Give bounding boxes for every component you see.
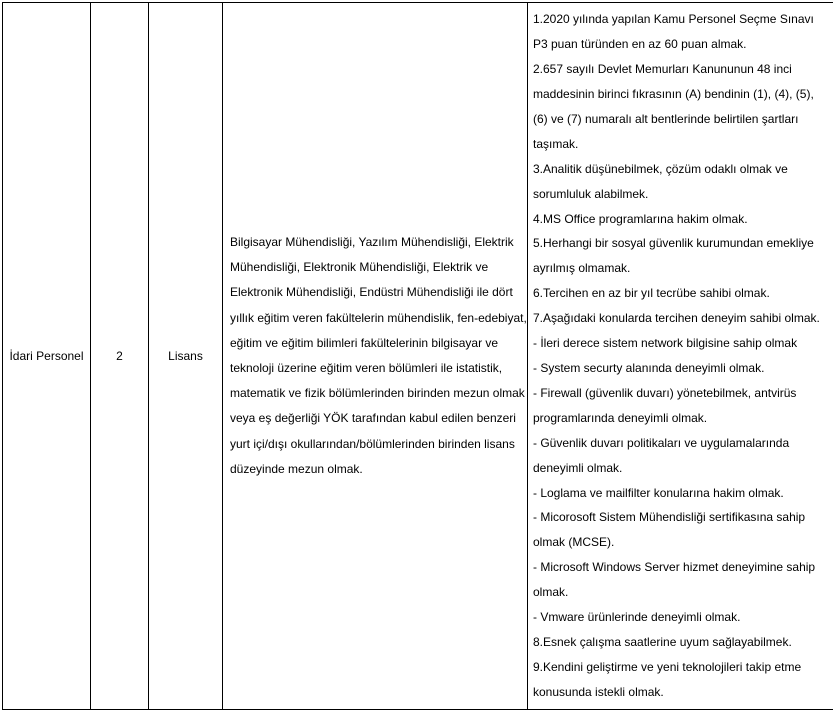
requirement-line: 3.Analitik düşünebilmek, çözüm odaklı olmak ve bbox=[533, 161, 788, 176]
requirement-line: 1.2020 yılında yapılan Kamu Personel Seçme Sınavı bbox=[533, 12, 814, 27]
departments-line: veya eş değerliği YÖK tarafından kabul edilen benzeri bbox=[230, 411, 516, 426]
requirement-line: taşımak. bbox=[533, 136, 579, 151]
requirement-line: 2.657 sayılı Devlet Memurları Kanununun 48 inci bbox=[533, 62, 792, 77]
departments-line: matematik ve fizik bölümlerinden birinden mezun olmak bbox=[230, 386, 525, 401]
requirement-line: (6) ve (7) numaralı alt bentlerinde belirtilen şartları bbox=[533, 111, 799, 126]
education-cell bbox=[149, 3, 223, 710]
requirement-line: deneyimli olmak. bbox=[533, 460, 623, 475]
count-cell bbox=[91, 3, 149, 710]
requirement-line: 8.Esnek çalışma saatlerine uyum sağlayabilmek. bbox=[533, 634, 792, 649]
requirement-line: - Vmware ürünlerinde deneyimli olmak. bbox=[533, 610, 741, 625]
requirement-line: - Firewall (güvenlik duvarı) yönetebilmek, antvirüs bbox=[533, 385, 797, 400]
job-requirements-table bbox=[2, 2, 833, 710]
requirement-line: 4.MS Office programlarına hakim olmak. bbox=[533, 211, 748, 226]
departments-line: düzeyinde mezun olmak. bbox=[230, 461, 363, 476]
departments-text bbox=[223, 230, 527, 482]
requirement-line: - Microsoft Windows Server hizmet deneyimine sahip bbox=[533, 560, 816, 575]
table-row bbox=[3, 3, 833, 710]
departments-cell bbox=[223, 3, 528, 710]
requirements-cell bbox=[528, 3, 833, 710]
position-cell bbox=[3, 3, 91, 710]
requirement-line: maddesinin birinci fıkrasının (A) bendinin (1), (4), (5), bbox=[533, 87, 814, 102]
requirement-line: 6.Tercihen en az bir yıl tecrübe sahibi olmak. bbox=[533, 286, 770, 301]
departments-line: yıllık eğitim veren fakültelerin mühendislik, fen-edebiyat, bbox=[230, 310, 527, 325]
requirement-line: ayrılmış olmamak. bbox=[533, 261, 631, 276]
position-name: İdari Personel bbox=[9, 348, 84, 363]
requirement-line: - Micorosoft Sistem Mühendisliği sertifikasına sahip bbox=[533, 510, 806, 525]
requirement-line: 9.Kendini geliştirme ve yeni teknolojileri takip etme bbox=[533, 659, 802, 674]
departments-line: teknoloji üzerine eğitim veren bölümleri ile istatistik, bbox=[230, 361, 503, 375]
position-count: 2 bbox=[116, 348, 123, 363]
requirement-line: programlarında deneyimli olmak. bbox=[533, 410, 708, 425]
requirement-line: P3 puan türünden en az 60 puan almak. bbox=[533, 37, 747, 52]
requirement-line: 7.Aşağıdaki konularda tercihen deneyim sahibi olmak. bbox=[533, 311, 820, 326]
requirement-line: - System securty alanında deneyimli olmak. bbox=[533, 361, 765, 375]
requirement-line: konusunda istekli olmak. bbox=[533, 684, 664, 699]
requirement-line: - Güvenlik duvarı politikaları ve uygulamalarında bbox=[533, 435, 790, 450]
requirements-text bbox=[528, 7, 833, 704]
requirement-line: olmak. bbox=[533, 585, 569, 600]
requirement-line: sorumluluk alabilmek. bbox=[533, 186, 649, 201]
requirement-line: - İleri derece sistem network bilgisine sahip olmak bbox=[533, 336, 798, 351]
departments-line: eğitim ve eğitim bilimleri fakültelerinin bilgisayar ve bbox=[230, 335, 499, 350]
departments-line: Elektronik Mühendisliği, Endüstri Mühendisliği ile dört bbox=[230, 285, 513, 300]
requirement-line: 5.Herhangi bir sosyal güvenlik kurumundan emekliye bbox=[533, 236, 814, 251]
requirement-line: olmak (MCSE). bbox=[533, 535, 615, 550]
education-level: Lisans bbox=[168, 348, 203, 363]
departments-line: Bilgisayar Mühendisliği, Yazılım Mühendisliği, Elektrik bbox=[230, 234, 514, 249]
departments-line: yurt içi/dışı okullarından/bölümlerinden birinden lisans bbox=[230, 436, 515, 451]
requirement-line: - Loglama ve mailfilter konularına hakim olmak. bbox=[533, 485, 784, 500]
departments-line: Mühendisliği, Elektronik Mühendisliği, Elektrik ve bbox=[230, 260, 489, 275]
